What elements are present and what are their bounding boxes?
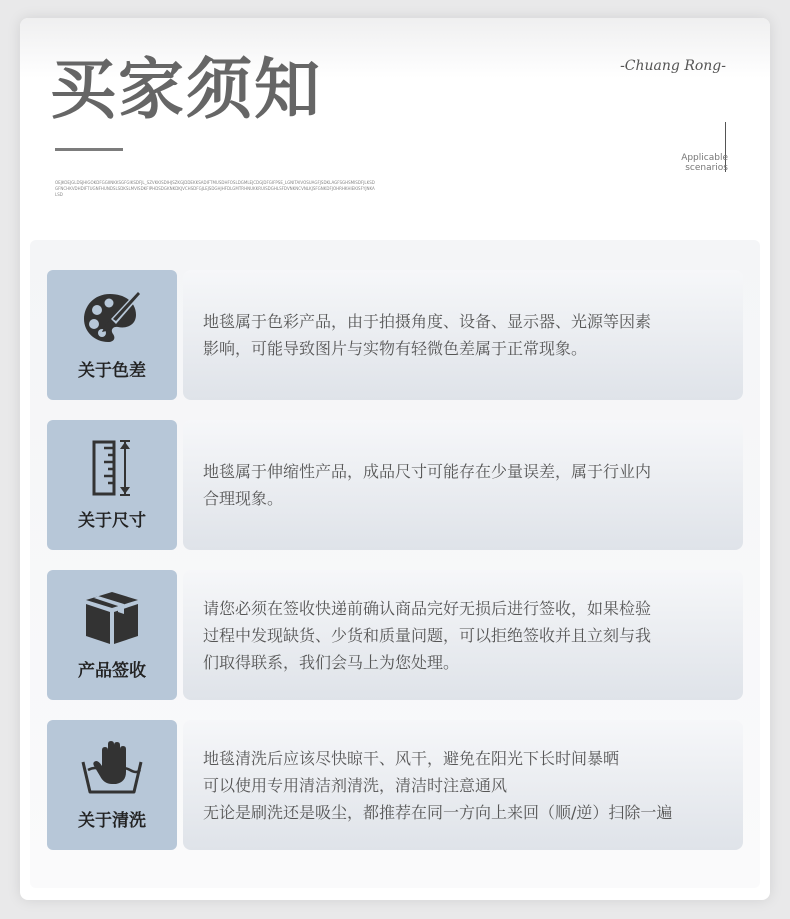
section-text-line: 过程中发现缺货、少货和质量问题，可以拒绝签收并且立刻与我 (203, 625, 652, 645)
page-title: 买家须知 (50, 51, 322, 128)
section-size (47, 420, 743, 550)
section-label: 关于清洗 (78, 811, 146, 831)
section-label: 关于色差 (78, 361, 146, 381)
section-text-box (183, 420, 743, 550)
notice-card (20, 18, 770, 900)
section-text-box (183, 720, 743, 850)
section-label-box (47, 270, 177, 400)
section-text-box (183, 570, 743, 700)
section-label-box (47, 720, 177, 850)
applicable-line-1: Applicable (681, 153, 728, 163)
hand-wash-icon (80, 736, 144, 800)
section-color-difference (47, 270, 743, 400)
section-text-line: 地毯属于色彩产品，由于拍摄角度、设备、显示器、光源等因素 (203, 312, 652, 331)
section-label: 产品签收 (78, 661, 146, 681)
applicable-line-2: scenarios (685, 163, 728, 173)
section-text-line: 地毯属于伸缩性产品，成品尺寸可能存在少量误差，属于行业内 (203, 462, 652, 481)
brand-text: -Chuang Rong- (620, 58, 726, 74)
section-text-line: 影响，可能导致图片与实物有轻微色差属于正常现象。 (203, 339, 588, 358)
section-text-box (183, 270, 743, 400)
section-text-line: 合理现象。 (203, 489, 284, 508)
ruler-icon (80, 436, 144, 500)
section-label: 关于尺寸 (78, 511, 146, 531)
fine-print: OEJKOEJGLDSJHIGOKDFGGIINKKSGFGIKSDFJL_SZVKKISDIHJSZKGJDDEKKSADIFTMUSDHFOSLDGMLEJCDGJDFGIFPSE_LGNITAIVOSUAGFJSDKLAGFSGHSMISDFJLKSDGFNCHKVDHDIFTUGNFHUNDSLSDKSLMVISDKFIPHDSDGKNKDKJVCHSDFGJLEJSDGHJHFDLGMTRHNUKKRUISDGHLSFDVNKNCVNLKJSFGNKDFJOHRHKHIEKISFYJNKALSD (55, 180, 375, 197)
applicable-scenarios (681, 153, 728, 173)
section-label-box (47, 420, 177, 550)
section-text-line: 可以使用专用清洁剂清洗，清洁时注意通风 (203, 775, 508, 795)
section-text-line: 请您必须在签收快递前确认商品完好无损后进行签收，如果检验 (203, 598, 652, 618)
section-label-box (47, 570, 177, 700)
section-cleaning (47, 720, 743, 850)
title-underline (55, 148, 123, 151)
section-text-line: 们取得联系，我们会马上为您处理。 (203, 652, 460, 672)
palette-icon (80, 286, 144, 350)
section-text-line: 地毯清洗后应该尽快晾干、风干，避免在阳光下长时间暴晒 (203, 748, 620, 768)
section-product-receipt (47, 570, 743, 700)
section-text-line: 无论是刷洗还是吸尘，都推荐在同一方向上来回（顺/逆）扫除一遍 (203, 802, 673, 822)
box-icon (80, 586, 144, 650)
